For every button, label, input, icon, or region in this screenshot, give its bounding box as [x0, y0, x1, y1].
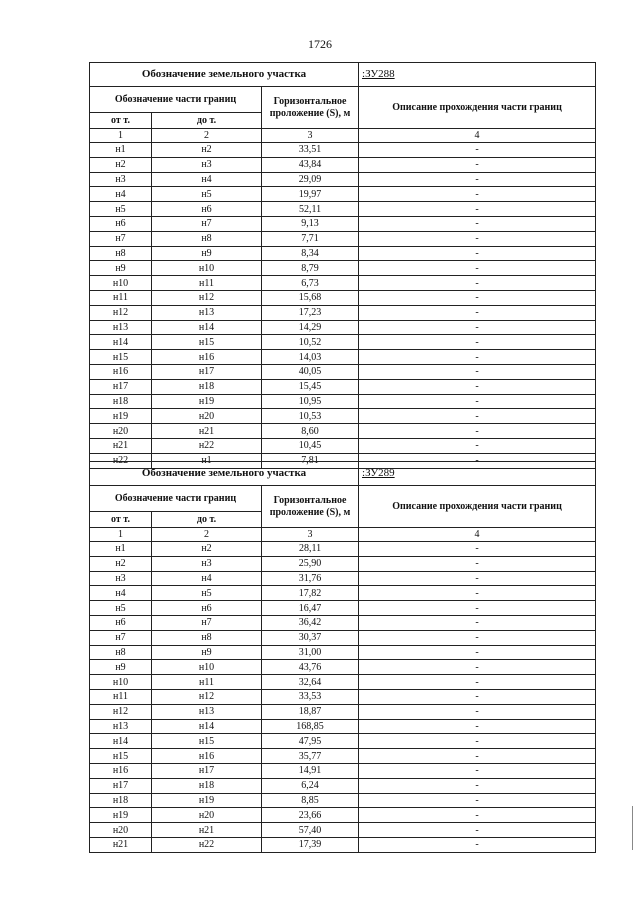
to-point: н8 [152, 231, 262, 246]
distance-value: 10,52 [262, 335, 359, 350]
distance-value: 7,81 [262, 453, 359, 468]
table-row [90, 246, 596, 261]
to-point: н20 [152, 409, 262, 424]
distance-value: 31,76 [262, 571, 359, 586]
to-point: н1 [152, 453, 262, 468]
from-point: н15 [90, 749, 152, 764]
distance-value: 14,91 [262, 763, 359, 778]
distance-label: Горизонтальное проложение (S), м [262, 87, 359, 129]
distance-value: 33,53 [262, 689, 359, 704]
description-value: - [359, 689, 596, 704]
table-row [90, 675, 596, 690]
distance-value: 23,66 [262, 808, 359, 823]
distance-value: 18,87 [262, 704, 359, 719]
to-point: н9 [152, 246, 262, 261]
table-row [90, 837, 596, 852]
to-point: н7 [152, 216, 262, 231]
table-row [90, 438, 596, 453]
table-row [90, 202, 596, 217]
table-row [90, 172, 596, 187]
distance-value: 17,82 [262, 586, 359, 601]
distance-value: 30,37 [262, 630, 359, 645]
to-point: н10 [152, 660, 262, 675]
distance-value: 36,42 [262, 615, 359, 630]
distance-value: 8,34 [262, 246, 359, 261]
from-point: н4 [90, 586, 152, 601]
to-point: н4 [152, 172, 262, 187]
table-row [90, 823, 596, 838]
from-point: н5 [90, 202, 152, 217]
from-point: н20 [90, 823, 152, 838]
distance-value: 14,29 [262, 320, 359, 335]
table-row [90, 424, 596, 439]
to-point: н17 [152, 763, 262, 778]
description-value: - [359, 157, 596, 172]
column-number: 3 [262, 129, 359, 143]
table-row [90, 335, 596, 350]
column-number: 3 [262, 528, 359, 542]
header-row [90, 87, 596, 113]
distance-value: 17,39 [262, 837, 359, 852]
from-point: н20 [90, 424, 152, 439]
from-point: н1 [90, 143, 152, 158]
distance-value: 47,95 [262, 734, 359, 749]
page-number: 1726 [308, 37, 332, 51]
description-value: - [359, 719, 596, 734]
table-row [90, 276, 596, 291]
from-point: н8 [90, 645, 152, 660]
distance-value: 6,24 [262, 778, 359, 793]
description-value: - [359, 793, 596, 808]
from-label: от т. [90, 113, 152, 129]
to-point: н15 [152, 734, 262, 749]
from-point: н14 [90, 335, 152, 350]
to-point: н5 [152, 586, 262, 601]
to-point: н8 [152, 630, 262, 645]
to-point: н4 [152, 571, 262, 586]
from-point: н9 [90, 261, 152, 276]
to-point: н14 [152, 719, 262, 734]
distance-value: 6,73 [262, 276, 359, 291]
table-row [90, 320, 596, 335]
description-value: - [359, 571, 596, 586]
from-point: н22 [90, 453, 152, 468]
table-row [90, 571, 596, 586]
from-point: н3 [90, 571, 152, 586]
distance-value: 15,68 [262, 290, 359, 305]
from-point: н21 [90, 438, 152, 453]
table-row [90, 630, 596, 645]
description-value: - [359, 216, 596, 231]
distance-value: 8,79 [262, 261, 359, 276]
to-point: н3 [152, 556, 262, 571]
to-point: н11 [152, 675, 262, 690]
distance-value: 168,85 [262, 719, 359, 734]
description-value: - [359, 556, 596, 571]
from-point: н11 [90, 290, 152, 305]
description-value: - [359, 660, 596, 675]
to-label: до т. [152, 512, 262, 528]
part-label: Обозначение части границ [90, 87, 262, 113]
description-value: - [359, 305, 596, 320]
distance-value: 28,11 [262, 542, 359, 557]
from-point: н7 [90, 630, 152, 645]
table-row [90, 261, 596, 276]
plot-title-row [90, 63, 596, 87]
distance-label: Горизонтальное проложение (S), м [262, 486, 359, 528]
to-point: н13 [152, 305, 262, 320]
table-row [90, 719, 596, 734]
distance-value: 25,90 [262, 556, 359, 571]
table-row [90, 689, 596, 704]
description-value: - [359, 320, 596, 335]
to-point: н2 [152, 143, 262, 158]
table-row [90, 143, 596, 158]
from-point: н4 [90, 187, 152, 202]
column-number-row [90, 129, 596, 143]
description-value: - [359, 601, 596, 616]
table-row [90, 645, 596, 660]
description-value: - [359, 187, 596, 202]
column-number: 2 [152, 528, 262, 542]
distance-value: 43,76 [262, 660, 359, 675]
distance-value: 10,95 [262, 394, 359, 409]
to-point: н19 [152, 394, 262, 409]
table-row [90, 556, 596, 571]
from-point: н3 [90, 172, 152, 187]
from-point: н19 [90, 808, 152, 823]
description-value: - [359, 630, 596, 645]
table-row [90, 187, 596, 202]
to-point: н5 [152, 187, 262, 202]
description-value: - [359, 734, 596, 749]
distance-value: 57,40 [262, 823, 359, 838]
description-label: Описание прохождения части границ [359, 87, 596, 129]
description-value: - [359, 675, 596, 690]
description-value: - [359, 645, 596, 660]
to-point: н17 [152, 364, 262, 379]
distance-value: 17,23 [262, 305, 359, 320]
table-row [90, 394, 596, 409]
from-point: н13 [90, 719, 152, 734]
distance-value: 9,13 [262, 216, 359, 231]
description-value: - [359, 808, 596, 823]
description-value: - [359, 364, 596, 379]
distance-value: 8,85 [262, 793, 359, 808]
from-point: н18 [90, 394, 152, 409]
to-point: н13 [152, 704, 262, 719]
table-row [90, 290, 596, 305]
table-row [90, 793, 596, 808]
from-point: н2 [90, 157, 152, 172]
table-row [90, 749, 596, 764]
from-point: н19 [90, 409, 152, 424]
from-point: н21 [90, 837, 152, 852]
from-point: н17 [90, 379, 152, 394]
from-point: н16 [90, 364, 152, 379]
table-row [90, 586, 596, 601]
to-point: н3 [152, 157, 262, 172]
to-label: до т. [152, 113, 262, 129]
column-number: 1 [90, 528, 152, 542]
distance-value: 7,71 [262, 231, 359, 246]
description-value: - [359, 749, 596, 764]
description-value: - [359, 778, 596, 793]
column-number: 4 [359, 129, 596, 143]
description-value: - [359, 202, 596, 217]
table-row [90, 615, 596, 630]
table-row [90, 379, 596, 394]
from-point: н14 [90, 734, 152, 749]
from-point: н12 [90, 704, 152, 719]
table-row [90, 660, 596, 675]
table-row [90, 157, 596, 172]
to-point: н9 [152, 645, 262, 660]
description-value: - [359, 290, 596, 305]
from-point: н7 [90, 231, 152, 246]
from-point: н5 [90, 601, 152, 616]
distance-value: 19,97 [262, 187, 359, 202]
to-point: н11 [152, 276, 262, 291]
from-point: н10 [90, 276, 152, 291]
to-point: н6 [152, 202, 262, 217]
description-value: - [359, 335, 596, 350]
part-label: Обозначение части границ [90, 486, 262, 512]
description-value: - [359, 379, 596, 394]
column-number: 4 [359, 528, 596, 542]
description-label: Описание прохождения части границ [359, 486, 596, 528]
from-point: н6 [90, 615, 152, 630]
distance-value: 43,84 [262, 157, 359, 172]
from-point: н13 [90, 320, 152, 335]
to-point: н18 [152, 778, 262, 793]
description-value: - [359, 276, 596, 291]
description-value: - [359, 586, 596, 601]
table-row [90, 364, 596, 379]
distance-value: 15,45 [262, 379, 359, 394]
table-row [90, 231, 596, 246]
table-row [90, 350, 596, 365]
table-row [90, 734, 596, 749]
to-point: н16 [152, 749, 262, 764]
distance-value: 31,00 [262, 645, 359, 660]
from-point: н1 [90, 542, 152, 557]
from-point: н18 [90, 793, 152, 808]
from-point: н10 [90, 675, 152, 690]
from-point: н6 [90, 216, 152, 231]
distance-value: 33,51 [262, 143, 359, 158]
plot-label: Обозначение земельного участка [90, 462, 359, 486]
distance-value: 14,03 [262, 350, 359, 365]
to-point: н22 [152, 837, 262, 852]
description-value: - [359, 542, 596, 557]
to-point: н2 [152, 542, 262, 557]
to-point: н21 [152, 424, 262, 439]
to-point: н12 [152, 689, 262, 704]
from-point: н12 [90, 305, 152, 320]
from-point: н15 [90, 350, 152, 365]
table-row [90, 601, 596, 616]
plot-code: :ЗУ288 [359, 63, 596, 87]
description-value: - [359, 143, 596, 158]
table-row [90, 305, 596, 320]
distance-value: 16,47 [262, 601, 359, 616]
description-value: - [359, 424, 596, 439]
to-point: н15 [152, 335, 262, 350]
description-value: - [359, 453, 596, 468]
from-point: н16 [90, 763, 152, 778]
from-point: н2 [90, 556, 152, 571]
to-point: н20 [152, 808, 262, 823]
table-row [90, 778, 596, 793]
to-point: н14 [152, 320, 262, 335]
description-value: - [359, 409, 596, 424]
from-point: н9 [90, 660, 152, 675]
from-point: н8 [90, 246, 152, 261]
column-number: 1 [90, 129, 152, 143]
table-row [90, 542, 596, 557]
from-point: н11 [90, 689, 152, 704]
to-point: н19 [152, 793, 262, 808]
to-point: н16 [152, 350, 262, 365]
description-value: - [359, 261, 596, 276]
column-number: 2 [152, 129, 262, 143]
table-row [90, 704, 596, 719]
to-point: н6 [152, 601, 262, 616]
scan-margin-line [632, 806, 633, 850]
to-point: н10 [152, 261, 262, 276]
to-point: н12 [152, 290, 262, 305]
plot-code: :ЗУ289 [359, 462, 596, 486]
description-value: - [359, 231, 596, 246]
table-row [90, 216, 596, 231]
to-point: н7 [152, 615, 262, 630]
description-value: - [359, 823, 596, 838]
to-point: н21 [152, 823, 262, 838]
distance-value: 32,64 [262, 675, 359, 690]
column-number-row [90, 528, 596, 542]
description-value: - [359, 763, 596, 778]
distance-value: 52,11 [262, 202, 359, 217]
distance-value: 10,53 [262, 409, 359, 424]
distance-value: 29,09 [262, 172, 359, 187]
description-value: - [359, 438, 596, 453]
to-point: н18 [152, 379, 262, 394]
description-value: - [359, 246, 596, 261]
table-row [90, 409, 596, 424]
plot-title-row [90, 462, 596, 486]
distance-value: 8,60 [262, 424, 359, 439]
header-row [90, 486, 596, 512]
boundary-table-zu289 [89, 461, 596, 853]
description-value: - [359, 172, 596, 187]
table-row [90, 808, 596, 823]
description-value: - [359, 394, 596, 409]
description-value: - [359, 704, 596, 719]
distance-value: 10,45 [262, 438, 359, 453]
distance-value: 35,77 [262, 749, 359, 764]
distance-value: 40,05 [262, 364, 359, 379]
from-point: н17 [90, 778, 152, 793]
table-row [90, 763, 596, 778]
from-label: от т. [90, 512, 152, 528]
description-value: - [359, 350, 596, 365]
description-value: - [359, 615, 596, 630]
plot-label: Обозначение земельного участка [90, 63, 359, 87]
to-point: н22 [152, 438, 262, 453]
description-value: - [359, 837, 596, 852]
boundary-table-zu288 [89, 62, 596, 469]
